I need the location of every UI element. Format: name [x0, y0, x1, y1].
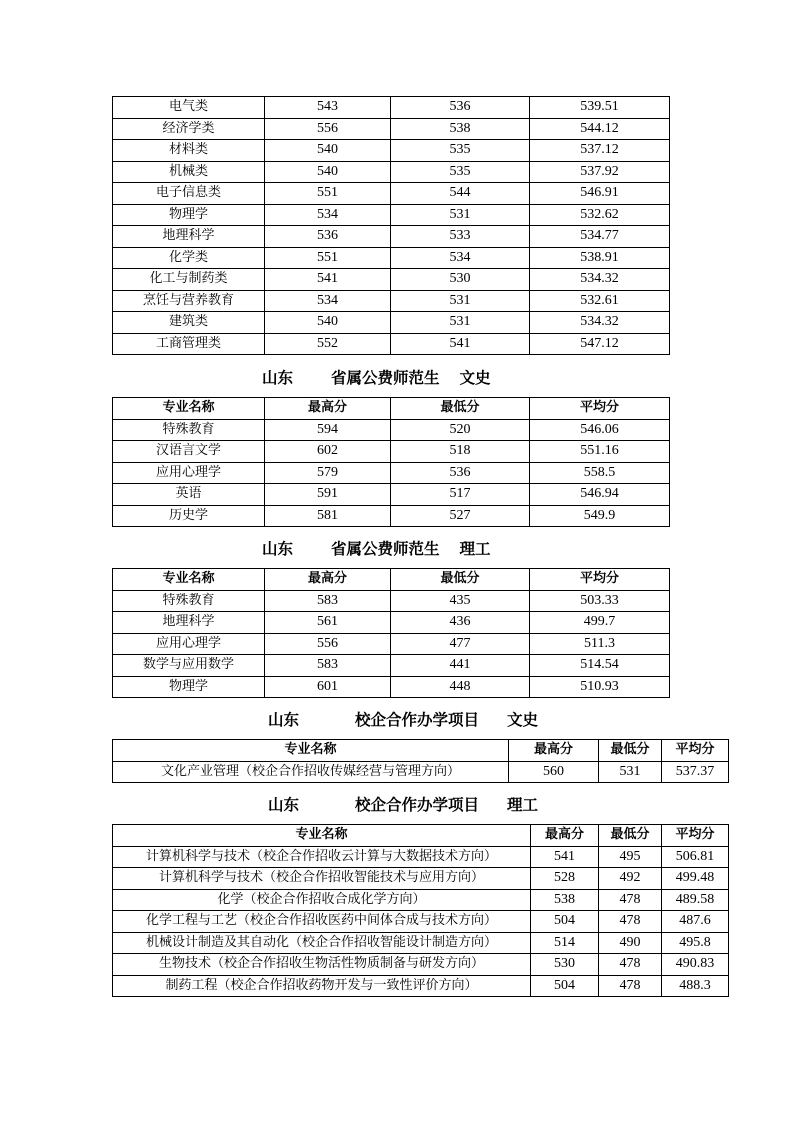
- cell-avg-score: 503.33: [530, 590, 670, 612]
- col-avg: 平均分: [530, 398, 670, 420]
- cell-avg-score: 499.7: [530, 612, 670, 634]
- cell-avg-score: 544.12: [530, 118, 670, 140]
- col-major: 专业名称: [113, 398, 265, 420]
- category: 校企合作办学项目: [355, 711, 480, 729]
- score-table-enterprise-science: [112, 824, 729, 997]
- province: 山东: [268, 796, 300, 814]
- cell-avg-score: 488.3: [662, 975, 729, 997]
- cell-major: 应用心理学: [113, 462, 265, 484]
- cell-major: 化学工程与工艺（校企合作招收医药中间体合成与技术方向）: [113, 911, 531, 933]
- cell-avg-score: 537.37: [662, 761, 729, 783]
- table-row: [113, 590, 670, 612]
- cell-max-score: 579: [265, 462, 391, 484]
- table-row: [113, 676, 670, 698]
- table-body: [113, 590, 670, 698]
- col-avg: 平均分: [662, 825, 729, 847]
- cell-max-score: 538: [531, 889, 599, 911]
- table-row: [113, 247, 670, 269]
- cell-min-score: 478: [599, 975, 662, 997]
- cell-major: 计算机科学与技术（校企合作招收云计算与大数据技术方向）: [113, 846, 531, 868]
- cell-max-score: 530: [531, 954, 599, 976]
- cell-max-score: 601: [265, 676, 391, 698]
- subject: 文史: [507, 711, 539, 729]
- cell-major: 材料类: [113, 140, 265, 162]
- cell-min-score: 534: [391, 247, 530, 269]
- cell-max-score: 561: [265, 612, 391, 634]
- cell-avg-score: 514.54: [530, 655, 670, 677]
- cell-min-score: 495: [599, 846, 662, 868]
- table-row: [113, 333, 670, 355]
- cell-max-score: 528: [531, 868, 599, 890]
- section-title-enterprise-science: [268, 793, 538, 815]
- table-row: [113, 204, 670, 226]
- cell-min-score: 535: [391, 161, 530, 183]
- table-row: [113, 868, 729, 890]
- cell-min-score: 531: [391, 204, 530, 226]
- table-header-row: [113, 398, 670, 420]
- province: 山东: [262, 369, 294, 387]
- cell-avg-score: 534.32: [530, 269, 670, 291]
- cell-max-score: 534: [265, 204, 391, 226]
- cell-max-score: 602: [265, 441, 391, 463]
- cell-max-score: 540: [265, 140, 391, 162]
- table-body: [113, 761, 729, 783]
- table-header-row: [113, 569, 670, 591]
- cell-min-score: 490: [599, 932, 662, 954]
- cell-avg-score: 551.16: [530, 441, 670, 463]
- cell-major: 化学（校企合作招收合成化学方向）: [113, 889, 531, 911]
- section-title-teacher-science: [262, 537, 491, 559]
- cell-avg-score: 534.77: [530, 226, 670, 248]
- cell-major: 制药工程（校企合作招收药物开发与一致性评价方向）: [113, 975, 531, 997]
- table-row: [113, 419, 670, 441]
- cell-major: 电气类: [113, 97, 265, 119]
- score-table-continued: [112, 96, 670, 355]
- cell-major: 数学与应用数学: [113, 655, 265, 677]
- table-row: [113, 97, 670, 119]
- col-major: 专业名称: [113, 825, 531, 847]
- cell-min-score: 492: [599, 868, 662, 890]
- table-row: [113, 975, 729, 997]
- cell-min-score: 448: [391, 676, 530, 698]
- table-body: [113, 97, 670, 355]
- col-major: 专业名称: [113, 569, 265, 591]
- cell-avg-score: 532.62: [530, 204, 670, 226]
- cell-avg-score: 489.58: [662, 889, 729, 911]
- table-row: [113, 118, 670, 140]
- cell-min-score: 544: [391, 183, 530, 205]
- cell-major: 历史学: [113, 505, 265, 527]
- cell-min-score: 478: [599, 911, 662, 933]
- table-row: [113, 655, 670, 677]
- col-max: 最高分: [509, 740, 599, 762]
- province: 山东: [268, 711, 300, 729]
- table-row: [113, 484, 670, 506]
- cell-max-score: 583: [265, 590, 391, 612]
- cell-max-score: 551: [265, 183, 391, 205]
- cell-major: 计算机科学与技术（校企合作招收智能技术与应用方向）: [113, 868, 531, 890]
- col-max: 最高分: [265, 569, 391, 591]
- table-body: [113, 846, 729, 997]
- cell-max-score: 504: [531, 975, 599, 997]
- score-table-teacher-liberal-arts: [112, 397, 670, 527]
- section-title-enterprise-liberal-arts: [268, 708, 538, 730]
- table-row: [113, 954, 729, 976]
- cell-max-score: 540: [265, 161, 391, 183]
- cell-major: 特殊教育: [113, 419, 265, 441]
- table-row: [113, 226, 670, 248]
- cell-max-score: 504: [531, 911, 599, 933]
- cell-min-score: 518: [391, 441, 530, 463]
- cell-avg-score: 547.12: [530, 333, 670, 355]
- cell-min-score: 520: [391, 419, 530, 441]
- cell-major: 工商管理类: [113, 333, 265, 355]
- col-min: 最低分: [391, 569, 530, 591]
- cell-avg-score: 511.3: [530, 633, 670, 655]
- table-row: [113, 312, 670, 334]
- table-row: [113, 269, 670, 291]
- cell-min-score: 530: [391, 269, 530, 291]
- table-row: [113, 290, 670, 312]
- cell-max-score: 583: [265, 655, 391, 677]
- category: 省属公费师范生: [331, 369, 440, 387]
- cell-max-score: 581: [265, 505, 391, 527]
- cell-major: 烹饪与营养教育: [113, 290, 265, 312]
- cell-avg-score: 487.6: [662, 911, 729, 933]
- cell-major: 地理科学: [113, 226, 265, 248]
- cell-avg-score: 537.12: [530, 140, 670, 162]
- cell-major: 机械类: [113, 161, 265, 183]
- cell-min-score: 536: [391, 462, 530, 484]
- col-max: 最高分: [265, 398, 391, 420]
- cell-avg-score: 546.91: [530, 183, 670, 205]
- cell-major: 汉语言文学: [113, 441, 265, 463]
- cell-avg-score: 546.94: [530, 484, 670, 506]
- cell-min-score: 441: [391, 655, 530, 677]
- cell-max-score: 541: [531, 846, 599, 868]
- cell-max-score: 551: [265, 247, 391, 269]
- table-row: [113, 889, 729, 911]
- category: 省属公费师范生: [331, 540, 440, 558]
- subject: 文史: [459, 369, 491, 387]
- cell-major: 电子信息类: [113, 183, 265, 205]
- cell-max-score: 543: [265, 97, 391, 119]
- cell-min-score: 527: [391, 505, 530, 527]
- col-major: 专业名称: [113, 740, 509, 762]
- cell-max-score: 556: [265, 118, 391, 140]
- cell-max-score: 536: [265, 226, 391, 248]
- table-row: [113, 761, 729, 783]
- cell-max-score: 540: [265, 312, 391, 334]
- cell-min-score: 517: [391, 484, 530, 506]
- cell-major: 应用心理学: [113, 633, 265, 655]
- table-row: [113, 612, 670, 634]
- subject: 理工: [507, 796, 539, 814]
- cell-max-score: 556: [265, 633, 391, 655]
- cell-avg-score: 534.32: [530, 312, 670, 334]
- cell-min-score: 478: [599, 954, 662, 976]
- cell-avg-score: 510.93: [530, 676, 670, 698]
- cell-avg-score: 546.06: [530, 419, 670, 441]
- table-row: [113, 911, 729, 933]
- table-row: [113, 846, 729, 868]
- table-row: [113, 140, 670, 162]
- cell-min-score: 478: [599, 889, 662, 911]
- table-row: [113, 161, 670, 183]
- section-title-teacher-liberal-arts: [262, 366, 491, 388]
- cell-max-score: 591: [265, 484, 391, 506]
- cell-major: 化学类: [113, 247, 265, 269]
- table-header-row: [113, 740, 729, 762]
- cell-major: 物理学: [113, 204, 265, 226]
- cell-max-score: 534: [265, 290, 391, 312]
- cell-major: 文化产业管理（校企合作招收传媒经营与管理方向）: [113, 761, 509, 783]
- cell-min-score: 531: [599, 761, 662, 783]
- cell-min-score: 436: [391, 612, 530, 634]
- cell-avg-score: 539.51: [530, 97, 670, 119]
- cell-min-score: 536: [391, 97, 530, 119]
- table-row: [113, 932, 729, 954]
- cell-major: 建筑类: [113, 312, 265, 334]
- cell-avg-score: 490.83: [662, 954, 729, 976]
- cell-min-score: 541: [391, 333, 530, 355]
- table-header-row: [113, 825, 729, 847]
- cell-avg-score: 537.92: [530, 161, 670, 183]
- subject: 理工: [459, 540, 491, 558]
- cell-min-score: 538: [391, 118, 530, 140]
- cell-major: 物理学: [113, 676, 265, 698]
- table-row: [113, 633, 670, 655]
- cell-max-score: 594: [265, 419, 391, 441]
- cell-major: 生物技术（校企合作招收生物活性物质制备与研发方向）: [113, 954, 531, 976]
- col-avg: 平均分: [530, 569, 670, 591]
- cell-major: 英语: [113, 484, 265, 506]
- category: 校企合作办学项目: [355, 796, 480, 814]
- col-min: 最低分: [391, 398, 530, 420]
- cell-avg-score: 499.48: [662, 868, 729, 890]
- col-avg: 平均分: [662, 740, 729, 762]
- cell-avg-score: 558.5: [530, 462, 670, 484]
- cell-major: 机械设计制造及其自动化（校企合作招收智能设计制造方向）: [113, 932, 531, 954]
- cell-min-score: 435: [391, 590, 530, 612]
- table-row: [113, 183, 670, 205]
- cell-min-score: 531: [391, 290, 530, 312]
- cell-major: 特殊教育: [113, 590, 265, 612]
- table-row: [113, 462, 670, 484]
- cell-min-score: 535: [391, 140, 530, 162]
- cell-major: 经济学类: [113, 118, 265, 140]
- table-body: [113, 419, 670, 527]
- cell-min-score: 531: [391, 312, 530, 334]
- cell-max-score: 560: [509, 761, 599, 783]
- cell-major: 化工与制药类: [113, 269, 265, 291]
- col-max: 最高分: [531, 825, 599, 847]
- cell-max-score: 552: [265, 333, 391, 355]
- table-row: [113, 505, 670, 527]
- cell-min-score: 477: [391, 633, 530, 655]
- score-table-enterprise-liberal-arts: [112, 739, 729, 783]
- cell-major: 地理科学: [113, 612, 265, 634]
- province: 山东: [262, 540, 294, 558]
- col-min: 最低分: [599, 825, 662, 847]
- col-min: 最低分: [599, 740, 662, 762]
- cell-avg-score: 538.91: [530, 247, 670, 269]
- cell-min-score: 533: [391, 226, 530, 248]
- cell-avg-score: 532.61: [530, 290, 670, 312]
- cell-avg-score: 549.9: [530, 505, 670, 527]
- cell-avg-score: 495.8: [662, 932, 729, 954]
- cell-max-score: 541: [265, 269, 391, 291]
- cell-max-score: 514: [531, 932, 599, 954]
- table-row: [113, 441, 670, 463]
- score-table-teacher-science: [112, 568, 670, 698]
- cell-avg-score: 506.81: [662, 846, 729, 868]
